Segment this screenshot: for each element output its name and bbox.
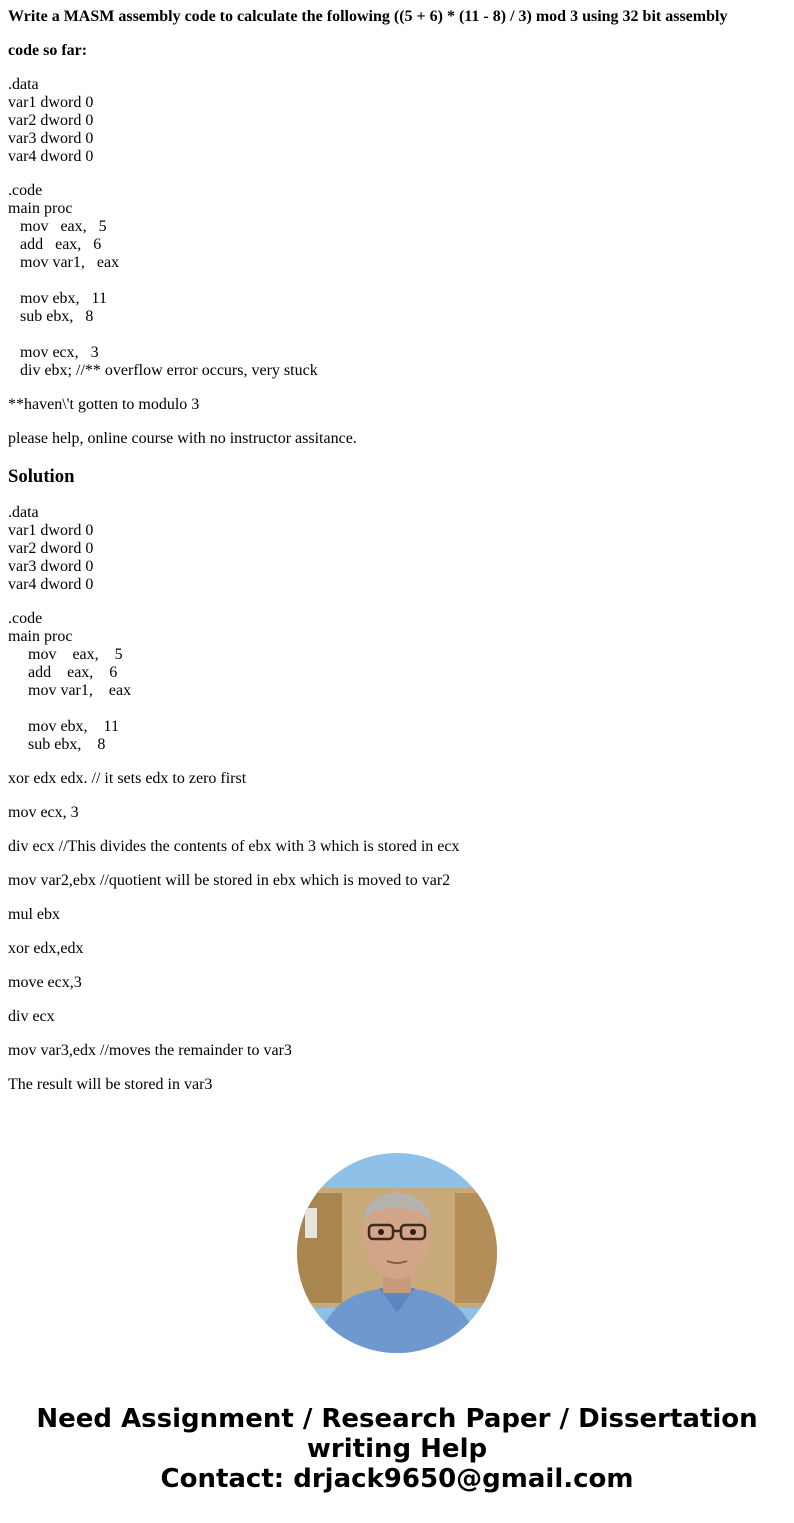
solution-line: div ecx //This divides the contents of ebx with 3 which is stored in ecx bbox=[8, 838, 460, 855]
promo-contact: Contact: drjack9650@gmail.com bbox=[160, 1464, 634, 1494]
solution-line: mul ebx bbox=[8, 906, 60, 923]
solution-heading: Solution bbox=[8, 466, 75, 487]
solution-line: xor edx edx. // it sets edx to zero first bbox=[8, 770, 247, 787]
question-data-block: .data var1 dword 0 var2 dword 0 var3 dword 0 var4 dword 0 bbox=[8, 76, 94, 165]
solution-result-line: The result will be stored in var3 bbox=[8, 1076, 213, 1093]
solution-code-block: .code main proc mov eax, 5 add eax, 6 mov var1, eax mov ebx, 11 sub ebx, 8 bbox=[8, 610, 132, 753]
solution-data-block: .data var1 dword 0 var2 dword 0 var3 dword 0 var4 dword 0 bbox=[8, 504, 94, 593]
author-portrait-image bbox=[297, 1153, 497, 1353]
author-avatar bbox=[297, 1153, 497, 1353]
solution-line: move ecx,3 bbox=[8, 974, 82, 991]
solution-line: mov var3,edx //moves the remainder to var3 bbox=[8, 1042, 292, 1059]
solution-line: mov ecx, 3 bbox=[8, 804, 79, 821]
solution-line: xor edx,edx bbox=[8, 940, 84, 957]
question-title: Write a MASM assembly code to calculate the following ((5 + 6) * (11 - 8) / 3) mod 3 using 32 bit assembly bbox=[8, 8, 728, 25]
question-note-help: please help, online course with no instructor assitance. bbox=[8, 430, 357, 447]
promo-banner bbox=[0, 1404, 794, 1494]
promo-line-2: writing Help bbox=[306, 1434, 488, 1464]
code-so-far-heading: code so far: bbox=[8, 42, 88, 59]
question-note-modulo: **haven\'t gotten to modulo 3 bbox=[8, 396, 200, 413]
solution-line: mov var2,ebx //quotient will be stored in ebx which is moved to var2 bbox=[8, 872, 451, 889]
question-code-block: .code main proc mov eax, 5 add eax, 6 mov var1, eax mov ebx, 11 sub ebx, 8 mov ecx, 3 div ebx; //** overflow error occurs, very stuck bbox=[8, 182, 318, 379]
document-content bbox=[8, 8, 786, 1094]
solution-line: div ecx bbox=[8, 1008, 55, 1025]
promo-line-1: Need Assignment / Research Paper / Dissertation bbox=[36, 1404, 758, 1434]
